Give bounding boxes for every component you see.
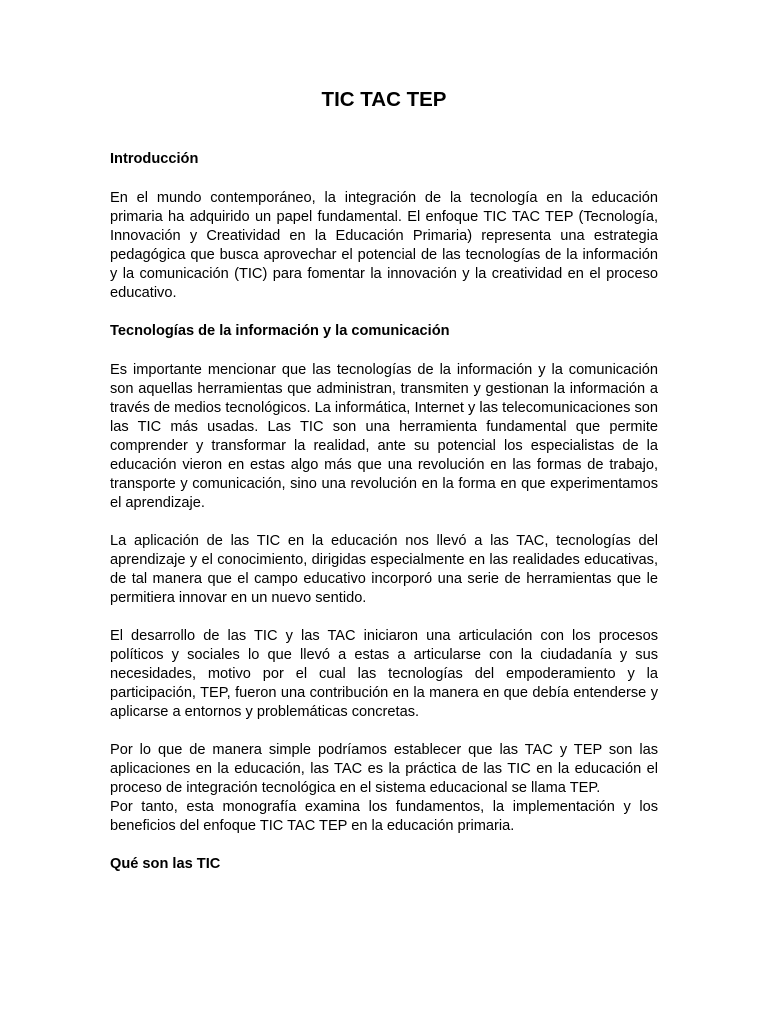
tic-paragraph-2: La aplicación de las TIC en la educación nos llevó a las TAC, tecnologías del aprendizaje y el conocimiento, dirigidas especialmente en las realidades educativas, de tal manera que el campo educativo incorporó una serie de herramientas que le permitiera innovar en un nuevo sentido. <box>110 533 658 606</box>
tic-paragraph-5: Por tanto, esta monografía examina los fundamentos, la implementación y los beneficios del enfoque TIC TAC TEP en la educación primaria. <box>110 799 658 834</box>
section-heading-introduccion: Introducción <box>110 151 199 167</box>
intro-paragraph: En el mundo contemporáneo, la integración de la tecnología en la educación primaria ha adquirido un papel fundamental. El enfoque TIC TAC TEP (Tecnología, Innovación y Creatividad en la Educación Primaria) representa una estrategia pedagógica que busca aprovechar el potencial de las tecnologías de la información y la comunicación (TIC) para fomentar la innovación y la creatividad en el proceso educativo. <box>110 190 658 301</box>
document-title: TIC TAC TEP <box>321 88 447 111</box>
document-body <box>110 88 658 894</box>
tic-paragraph-4: Por lo que de manera simple podríamos establecer que las TAC y TEP son las aplicaciones en la educación, las TAC es la práctica de las TIC en la educación el proceso de integración tecnológica en el sistema educacional se llama TEP. <box>110 742 658 796</box>
section-heading-tic: Tecnologías de la información y la comunicación <box>110 323 450 339</box>
section-heading-que-son-las-tic: Qué son las TIC <box>110 856 221 872</box>
tic-paragraph-1: Es importante mencionar que las tecnologías de la información y la comunicación son aquellas herramientas que administran, transmiten y gestionan la información a través de medios tecnológicos. La informática, Internet y las telecomunicaciones son las TIC más usadas. Las TIC son una herramienta fundamental que permite comprender y transformar la realidad, ante su potencial los especialistas de la educación vieron en estas algo más que una revolución en las formas de trabajo, transporte y comunicación, sino una revolución en la forma en que experimentamos el aprendizaje. <box>110 362 658 511</box>
tic-paragraph-3: El desarrollo de las TIC y las TAC iniciaron una articulación con los procesos políticos y sociales lo que llevó a estas a articularse con la ciudadanía y sus necesidades, motivo por el cual las tecnologías del empoderamiento y la participación, TEP, fueron una contribución en la manera en que debía entenderse y aplicarse a entornos y problemáticas concretas. <box>110 628 658 720</box>
